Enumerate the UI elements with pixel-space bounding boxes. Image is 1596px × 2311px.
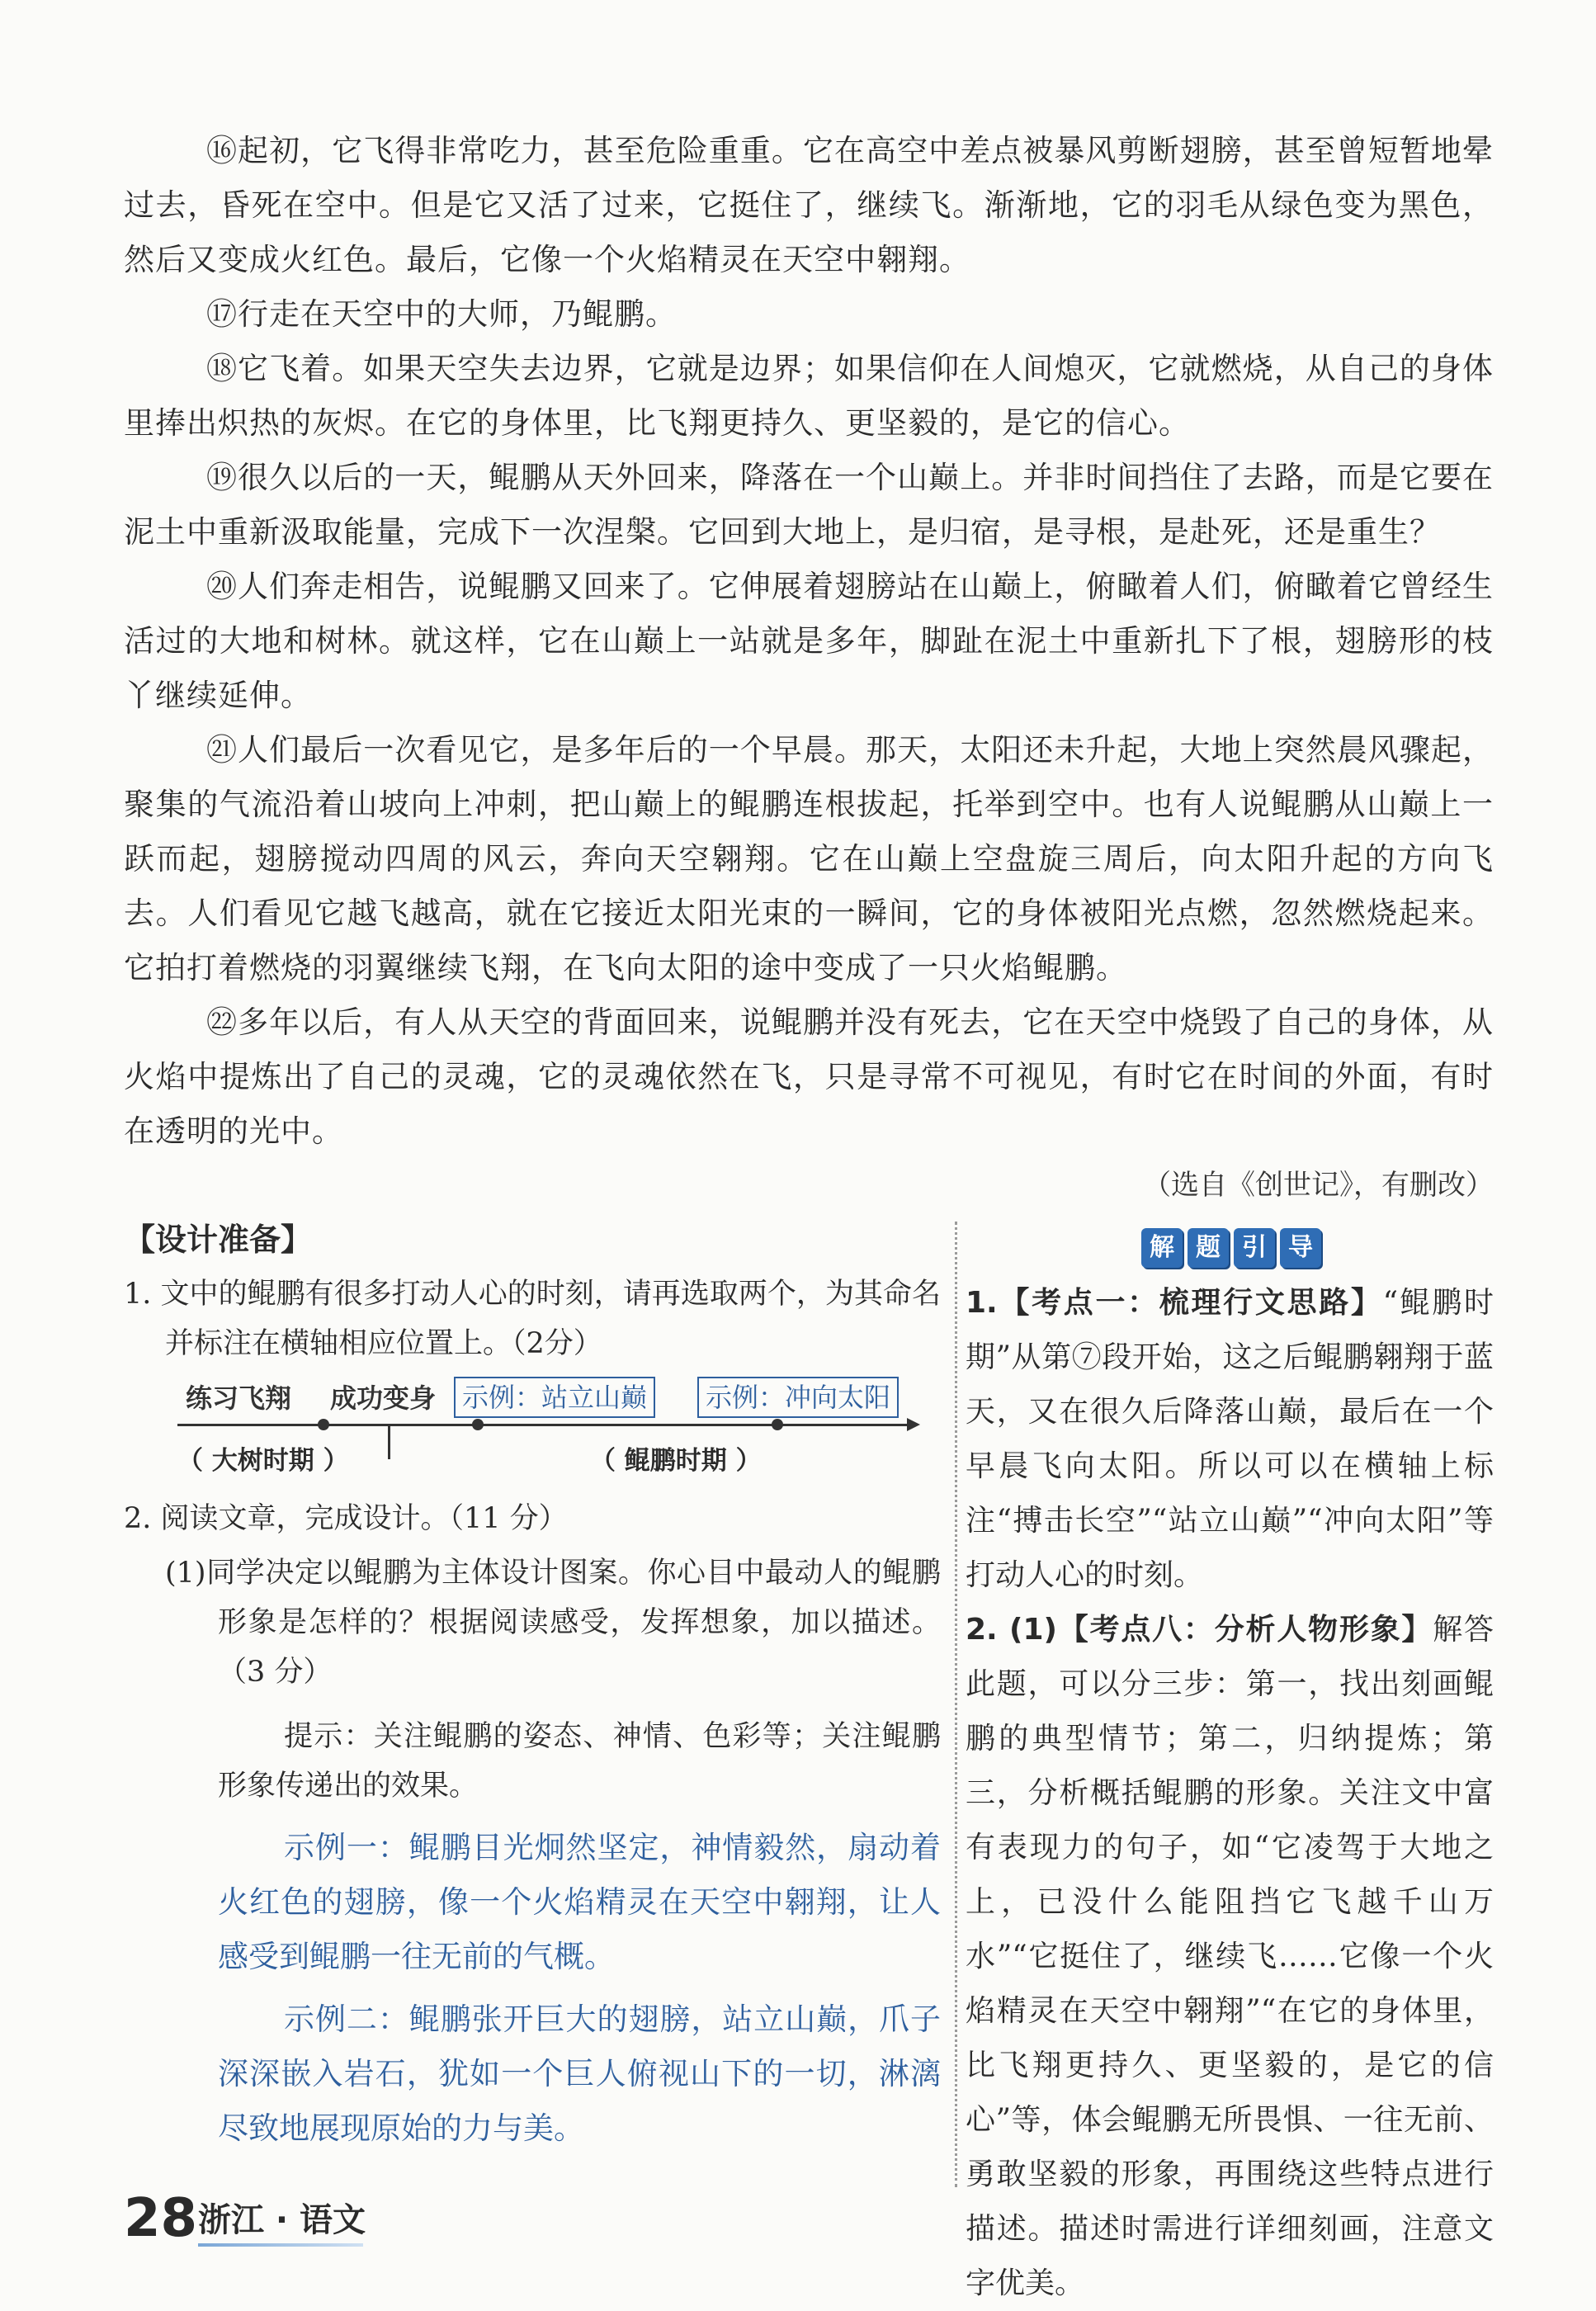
guide-answer-1 <box>966 1276 1494 1603</box>
guide-answer-2-lead: 2. (1)【考点八：分析人物形象】 <box>966 1613 1433 1647</box>
answer-example-2: 示例二：鲲鹏张开巨大的翅膀，站立山巅，爪子深深嵌入岩石，犹如一个巨人俯视山下的一切，淋漓尽致地展现原始的力与美。 <box>218 2001 941 2146</box>
page-label: 浙江 · 语文 <box>198 2201 366 2239</box>
timeline-label-transform: 成功变身 <box>330 1382 437 1414</box>
timeline-box-example-1: 示例：站立山巅 <box>454 1377 655 1418</box>
guide-answer-2-body: 解答此题，可以分三步：第一，找出刻画鲲鹏的典型情节；第二，归纳提炼；第三，分析概括鲲鹏的形象。关注文中富有表现力的句子，如“它凌驾于大地之上，已没什么能阻挡它飞越千山万水”“它挺住了，继续飞……它像一个火焰精灵在天空中翱翔”“在它的身体里，比飞翔更持久、更坚毅的，是它的信心”等，体会鲲鹏无所畏惧、一往无前、勇敢坚毅的形象，再围绕这些特点进行描述。描述时需进行详细刻画，注意文字优美。 <box>966 1613 1494 2300</box>
paragraph-21: ㉑人们最后一次看见它，是多年后的一个早晨。那天，太阳还未升起，大地上突然晨风骤起，聚集的气流沿着山坡向上冲刺，把山巅上的鲲鹏连根拔起，托举到空中。也有人说鲲鹏从山巅上一跃而起，翅膀搅动四周的风云，奔向天空翱翔。它在山巅上空盘旋三周后，向太阳升起的方向飞去。人们看见它越飞越高，就在它接近太阳光束的一瞬间，它的身体被阳光点燃，忽然燃烧起来。它拍打着燃烧的羽翼继续飞翔，在飞向太阳的途中变成了一只火焰鲲鹏。 <box>124 732 1494 985</box>
guide-badge-char: 解 <box>1141 1228 1183 1268</box>
article-source: （选自《创世记》，有删改） <box>1143 1169 1494 1202</box>
paragraph-17: ⑰行走在天空中的大师，乃鲲鹏。 <box>206 296 677 332</box>
timeline-arrow-icon <box>907 1418 920 1431</box>
timeline-dot <box>772 1419 783 1430</box>
question-hint: 提示：关注鲲鹏的姿态、神情、色彩等；关注鲲鹏形象传递出的效果。 <box>218 1720 941 1803</box>
timeline-box-example-2: 示例：冲向太阳 <box>697 1377 899 1418</box>
page-label-underline <box>198 2243 363 2247</box>
guide-badge-char: 引 <box>1234 1228 1275 1268</box>
timeline-period-divider <box>388 1425 390 1459</box>
paragraph-22: ㉒多年以后，有人从天空的背面回来，说鲲鹏并没有死去，它在天空中烧毁了自己的身体，从火焰中提炼出了自己的灵魂，它的灵魂依然在飞，只是寻常不可视见，有时它在时间的外面，有时在透明的光中。 <box>124 1004 1494 1149</box>
question-1: 1. 文中的鲲鹏有很多打动人心的时刻，请再选取两个，为其命名并标注在横轴相应位置上。（2分） <box>124 1278 941 1360</box>
question-2-1: (1)同学决定以鲲鹏为主体设计图案。你心目中最动人的鲲鹏形象是怎样的？根据阅读感受，发挥想象，加以描述。（3 分） <box>165 1557 941 1689</box>
paragraph-19: ⑲很久以后的一天，鲲鹏从天外回来，降落在一个山巅上。并非时间挡住了去路，而是它要在泥土中重新汲取能量，完成下一次涅槃。它回到大地上，是归宿，是寻根，是赴死，还是重生？ <box>124 460 1494 550</box>
timeline-axis-line <box>177 1424 912 1426</box>
guide-answer-1-body: “鲲鹏时期”从第⑦段开始，这之后鲲鹏翱翔于蓝天，又在很久后降落山巅，最后在一个早晨飞向太阳。所以可以在横轴上标注“搏击长空”“站立山巅”“冲向太阳”等打动人心的时刻。 <box>966 1286 1494 1592</box>
question-2: 2. 阅读文章，完成设计。（11 分） <box>124 1502 568 1535</box>
timeline-label-practice: 练习飞翔 <box>186 1382 292 1414</box>
paragraph-18: ⑱它飞着。如果天空失去边界，它就是边界；如果信仰在人间熄灭，它就燃烧，从自己的身体里捧出炽热的灰烬。在它的身体里，比飞翔更持久、更坚毅的，是它的信心。 <box>124 351 1494 441</box>
timeline-period-kunpeng: （ 鲲鹏时期 ） <box>590 1446 762 1476</box>
guide-answer-2 <box>966 1603 1494 2311</box>
timeline-dot <box>318 1419 329 1430</box>
guide-badge-char: 题 <box>1188 1228 1229 1268</box>
answer-example-1: 示例一：鲲鹏目光炯然坚定，神情毅然，扇动着火红色的翅膀，像一个火焰精灵在天空中翱翔，让人感受到鲲鹏一往无前的气概。 <box>218 1830 941 1974</box>
page-number: 28 <box>124 2188 198 2249</box>
section-title-design: 【设计准备】 <box>124 1222 313 1258</box>
guide-answer-1-lead: 1.【考点一：梳理行文思路】 <box>966 1286 1383 1320</box>
timeline-dot <box>472 1419 484 1430</box>
timeline-period-tree: （ 大树时期 ） <box>177 1446 349 1476</box>
paragraph-16: ⑯起初，它飞得非常吃力，甚至危险重重。它在高空中差点被暴风剪断翅膀，甚至曾短暂地晕过去，昏死在空中。但是它又活了过来，它挺住了，继续飞。渐渐地，它的羽毛从绿色变为黑色，然后又变成火红色。最后，它像一个火焰精灵在天空中翱翔。 <box>124 133 1494 277</box>
guide-badge-char: 导 <box>1280 1228 1321 1268</box>
timeline-axis-diagram <box>177 1377 920 1484</box>
guide-badge <box>1141 1228 1321 1268</box>
column-divider <box>955 1222 957 2187</box>
paragraph-20: ⑳人们奔走相告，说鲲鹏又回来了。它伸展着翅膀站在山巅上，俯瞰着人们，俯瞰着它曾经生活过的大地和树林。就这样，它在山巅上一站就是多年，脚趾在泥土中重新扎下了根，翅膀形的枝丫继续延伸。 <box>124 569 1494 713</box>
